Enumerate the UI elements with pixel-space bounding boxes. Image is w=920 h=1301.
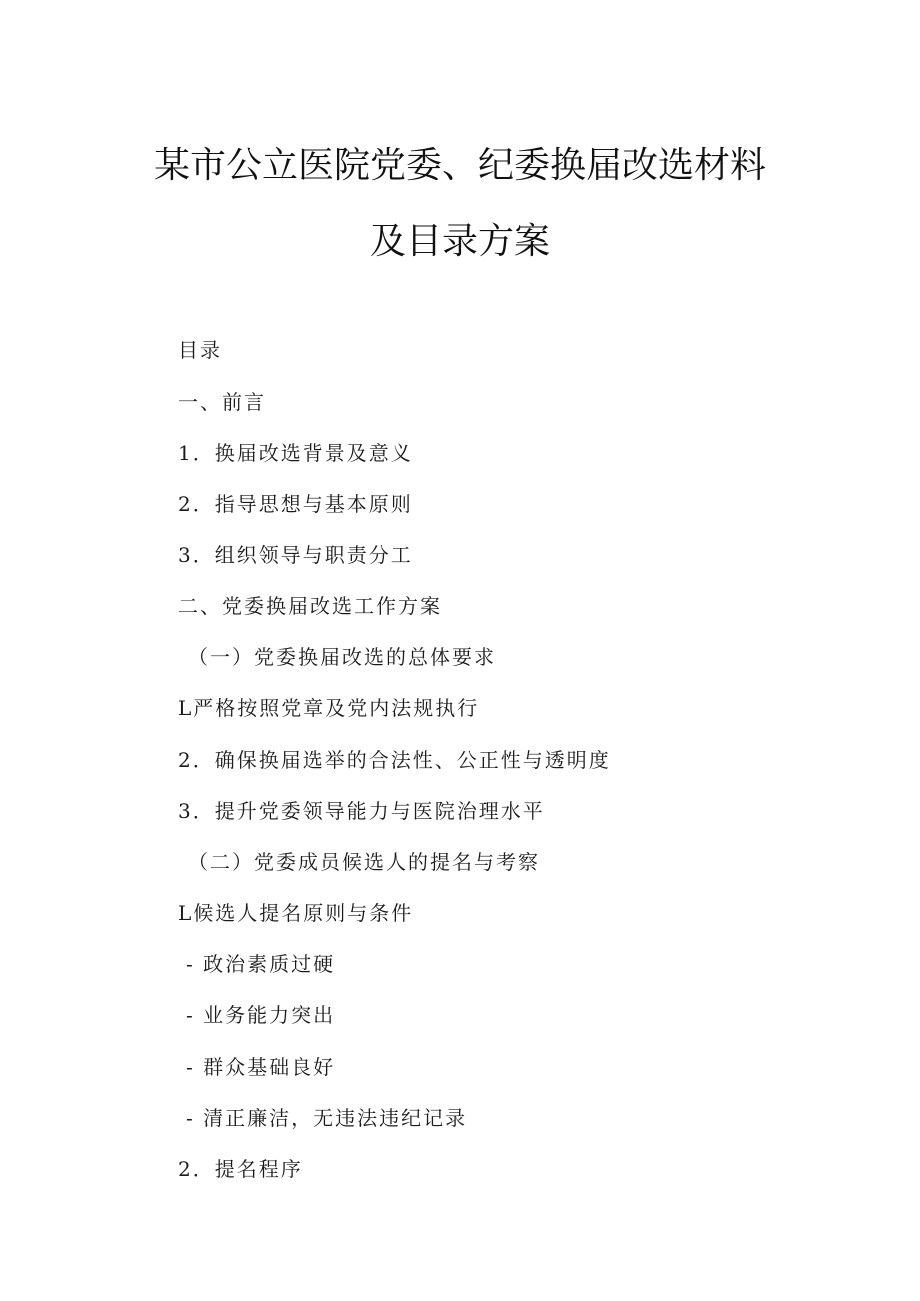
toc-item: （二）党委成员候选人的提名与考察 <box>188 850 540 874</box>
toc-item: 3．组织领导与职责分工 <box>178 543 413 567</box>
toc-item: - 清正廉洁，无违法违纪记录 <box>186 1106 468 1130</box>
toc-item: L严格按照党章及党内法规执行 <box>178 696 480 720</box>
toc-item: （一）党委换届改选的总体要求 <box>188 645 496 669</box>
toc-item: 1．换届改选背景及意义 <box>178 441 413 465</box>
document-title-line-1: 某市公立医院党委、纪委换届改选材料 <box>153 145 766 186</box>
toc-item: L候选人提名原则与条件 <box>178 901 414 925</box>
toc-item: - 政治素质过硬 <box>186 952 336 976</box>
toc-item: 3．提升党委领导能力与医院治理水平 <box>178 799 545 823</box>
toc-heading: 目录 <box>178 338 222 362</box>
toc-item: 2．提名程序 <box>178 1157 303 1181</box>
document-title-line-2: 及目录方案 <box>369 221 550 262</box>
toc-item: 2．指导思想与基本原则 <box>178 492 413 516</box>
toc-item: - 群众基础良好 <box>186 1055 336 1079</box>
toc-item: 一、前言 <box>178 390 266 414</box>
toc-item: 二、党委换届改选工作方案 <box>178 594 442 618</box>
toc-item: 2．确保换届选举的合法性、公正性与透明度 <box>178 748 611 772</box>
toc-item: - 业务能力突出 <box>186 1003 336 1027</box>
